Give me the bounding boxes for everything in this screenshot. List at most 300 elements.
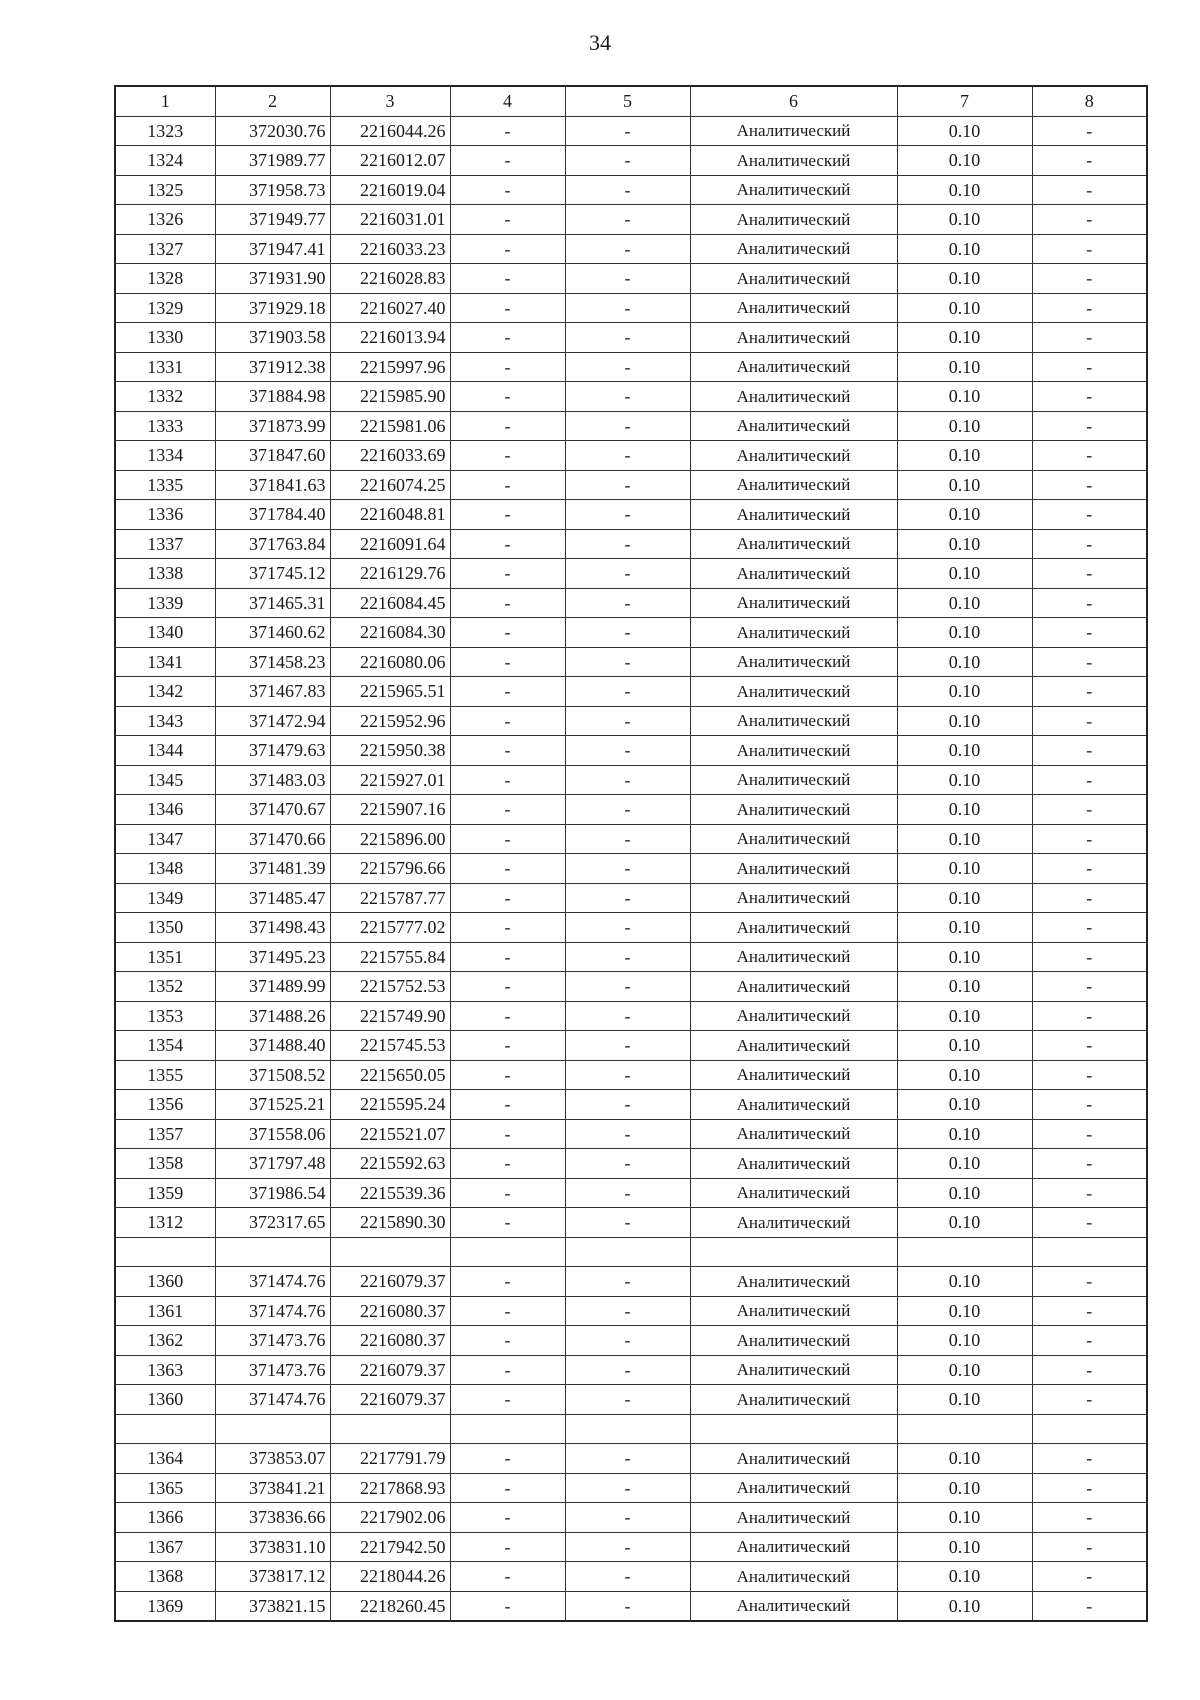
y-coordinate-cell: 2215965.51 <box>330 677 450 707</box>
accuracy-cell: 0.10 <box>897 588 1032 618</box>
table-row <box>115 1296 1147 1326</box>
column-5-cell: - <box>565 1385 690 1415</box>
column-4-cell: - <box>450 1355 565 1385</box>
column-4-cell: - <box>450 352 565 382</box>
column-5-cell: - <box>565 382 690 412</box>
method-cell: Аналитический <box>690 1149 897 1179</box>
x-coordinate-cell: 371472.94 <box>215 706 330 736</box>
point-number-cell: 1351 <box>115 942 215 972</box>
method-cell: Аналитический <box>690 677 897 707</box>
x-coordinate-cell: 373841.21 <box>215 1473 330 1503</box>
x-coordinate-cell: 371460.62 <box>215 618 330 648</box>
y-coordinate-cell: 2215752.53 <box>330 972 450 1002</box>
table-row <box>115 1326 1147 1356</box>
column-5-cell: - <box>565 1208 690 1238</box>
column-5-cell: - <box>565 1355 690 1385</box>
y-coordinate-cell: 2216079.37 <box>330 1267 450 1297</box>
accuracy-cell: 0.10 <box>897 1001 1032 1031</box>
accuracy-cell: 0.10 <box>897 913 1032 943</box>
column-4-cell: - <box>450 1296 565 1326</box>
accuracy-cell: 0.10 <box>897 411 1032 441</box>
x-coordinate-cell: 371465.31 <box>215 588 330 618</box>
point-number-cell: 1361 <box>115 1296 215 1326</box>
column-8-cell: - <box>1032 205 1147 235</box>
column-8-cell: - <box>1032 677 1147 707</box>
column-5-cell: - <box>565 677 690 707</box>
method-cell: Аналитический <box>690 1326 897 1356</box>
column-4-cell: - <box>450 913 565 943</box>
y-coordinate-cell <box>330 1414 450 1444</box>
column-8-cell: - <box>1032 913 1147 943</box>
method-cell <box>690 1414 897 1444</box>
column-header: 4 <box>450 86 565 116</box>
y-coordinate-cell: 2216074.25 <box>330 470 450 500</box>
point-number-cell: 1352 <box>115 972 215 1002</box>
column-8-cell: - <box>1032 500 1147 530</box>
column-4-cell: - <box>450 647 565 677</box>
column-header: 7 <box>897 86 1032 116</box>
method-cell: Аналитический <box>690 1178 897 1208</box>
table-row <box>115 1178 1147 1208</box>
column-5-cell: - <box>565 1473 690 1503</box>
column-5-cell: - <box>565 146 690 176</box>
point-number-cell: 1323 <box>115 116 215 146</box>
method-cell: Аналитический <box>690 293 897 323</box>
column-5-cell: - <box>565 1060 690 1090</box>
column-5-cell: - <box>565 441 690 471</box>
accuracy-cell: 0.10 <box>897 736 1032 766</box>
point-number-cell: 1358 <box>115 1149 215 1179</box>
accuracy-cell: 0.10 <box>897 441 1032 471</box>
accuracy-cell: 0.10 <box>897 972 1032 1002</box>
column-4-cell: - <box>450 382 565 412</box>
column-5-cell: - <box>565 1090 690 1120</box>
point-number-cell: 1354 <box>115 1031 215 1061</box>
x-coordinate-cell: 371470.66 <box>215 824 330 854</box>
page-number: 34 <box>589 30 611 55</box>
column-4-cell: - <box>450 205 565 235</box>
accuracy-cell: 0.10 <box>897 1178 1032 1208</box>
table-row <box>115 323 1147 353</box>
method-cell: Аналитический <box>690 618 897 648</box>
column-4-cell: - <box>450 264 565 294</box>
column-4-cell: - <box>450 470 565 500</box>
column-4-cell: - <box>450 1591 565 1621</box>
point-number-cell: 1329 <box>115 293 215 323</box>
column-4-cell: - <box>450 293 565 323</box>
table-row <box>115 913 1147 943</box>
column-4-cell: - <box>450 883 565 913</box>
column-5-cell: - <box>565 1532 690 1562</box>
method-cell: Аналитический <box>690 1296 897 1326</box>
method-cell: Аналитический <box>690 116 897 146</box>
column-5-cell: - <box>565 529 690 559</box>
accuracy-cell: 0.10 <box>897 1444 1032 1474</box>
accuracy-cell: 0.10 <box>897 706 1032 736</box>
column-8-cell: - <box>1032 1060 1147 1090</box>
method-cell: Аналитический <box>690 352 897 382</box>
point-number-cell: 1367 <box>115 1532 215 1562</box>
table-row <box>115 1149 1147 1179</box>
y-coordinate-cell: 2217942.50 <box>330 1532 450 1562</box>
column-8-cell: - <box>1032 1444 1147 1474</box>
table-row <box>115 942 1147 972</box>
accuracy-cell <box>897 1414 1032 1444</box>
method-cell: Аналитический <box>690 706 897 736</box>
method-cell: Аналитический <box>690 647 897 677</box>
column-8-cell: - <box>1032 1149 1147 1179</box>
y-coordinate-cell: 2217902.06 <box>330 1503 450 1533</box>
y-coordinate-cell: 2216033.69 <box>330 441 450 471</box>
table-row <box>115 883 1147 913</box>
column-8-cell: - <box>1032 1562 1147 1592</box>
point-number-cell: 1369 <box>115 1591 215 1621</box>
point-number-cell: 1325 <box>115 175 215 205</box>
column-5-cell: - <box>565 1149 690 1179</box>
accuracy-cell <box>897 1237 1032 1267</box>
column-4-cell: - <box>450 1031 565 1061</box>
method-cell: Аналитический <box>690 1385 897 1415</box>
column-5-cell: - <box>565 264 690 294</box>
x-coordinate-cell: 371784.40 <box>215 500 330 530</box>
point-number-cell: 1346 <box>115 795 215 825</box>
column-5-cell: - <box>565 1001 690 1031</box>
x-coordinate-cell: 373817.12 <box>215 1562 330 1592</box>
column-8-cell: - <box>1032 293 1147 323</box>
y-coordinate-cell: 2216012.07 <box>330 146 450 176</box>
point-number-cell: 1328 <box>115 264 215 294</box>
column-8-cell: - <box>1032 441 1147 471</box>
column-8-cell <box>1032 1414 1147 1444</box>
column-4-cell: - <box>450 411 565 441</box>
x-coordinate-cell: 371458.23 <box>215 647 330 677</box>
column-5-cell: - <box>565 942 690 972</box>
column-4-cell: - <box>450 1532 565 1562</box>
table-row <box>115 1001 1147 1031</box>
column-8-cell: - <box>1032 824 1147 854</box>
column-8-cell: - <box>1032 736 1147 766</box>
x-coordinate-cell: 373831.10 <box>215 1532 330 1562</box>
y-coordinate-cell: 2216079.37 <box>330 1385 450 1415</box>
method-cell: Аналитический <box>690 470 897 500</box>
point-number-cell: 1364 <box>115 1444 215 1474</box>
x-coordinate-cell: 371481.39 <box>215 854 330 884</box>
method-cell: Аналитический <box>690 854 897 884</box>
column-5-cell: - <box>565 116 690 146</box>
column-4-cell: - <box>450 1178 565 1208</box>
column-8-cell: - <box>1032 942 1147 972</box>
x-coordinate-cell: 371473.76 <box>215 1326 330 1356</box>
method-cell: Аналитический <box>690 500 897 530</box>
column-8-cell: - <box>1032 765 1147 795</box>
point-number-cell: 1340 <box>115 618 215 648</box>
column-8-cell: - <box>1032 1267 1147 1297</box>
table-row <box>115 559 1147 589</box>
y-coordinate-cell: 2215787.77 <box>330 883 450 913</box>
method-cell: Аналитический <box>690 824 897 854</box>
accuracy-cell: 0.10 <box>897 883 1032 913</box>
table-row <box>115 1473 1147 1503</box>
column-5-cell: - <box>565 1591 690 1621</box>
y-coordinate-cell: 2217791.79 <box>330 1444 450 1474</box>
accuracy-cell: 0.10 <box>897 205 1032 235</box>
y-coordinate-cell: 2215745.53 <box>330 1031 450 1061</box>
column-8-cell: - <box>1032 1119 1147 1149</box>
accuracy-cell: 0.10 <box>897 1060 1032 1090</box>
column-header: 1 <box>115 86 215 116</box>
y-coordinate-cell: 2216080.37 <box>330 1326 450 1356</box>
y-coordinate-cell: 2216079.37 <box>330 1355 450 1385</box>
column-5-cell: - <box>565 293 690 323</box>
point-number-cell: 1312 <box>115 1208 215 1238</box>
column-8-cell: - <box>1032 647 1147 677</box>
column-8-cell: - <box>1032 1503 1147 1533</box>
point-number-cell: 1326 <box>115 205 215 235</box>
y-coordinate-cell: 2215592.63 <box>330 1149 450 1179</box>
x-coordinate-cell: 371986.54 <box>215 1178 330 1208</box>
method-cell: Аналитический <box>690 588 897 618</box>
table-row <box>115 736 1147 766</box>
y-coordinate-cell: 2216019.04 <box>330 175 450 205</box>
table-row <box>115 500 1147 530</box>
column-4-cell <box>450 1237 565 1267</box>
table-row <box>115 411 1147 441</box>
column-5-cell: - <box>565 1178 690 1208</box>
table-row <box>115 264 1147 294</box>
column-4-cell: - <box>450 146 565 176</box>
point-number-cell: 1355 <box>115 1060 215 1090</box>
y-coordinate-cell: 2218044.26 <box>330 1562 450 1592</box>
point-number-cell: 1359 <box>115 1178 215 1208</box>
y-coordinate-cell: 2216033.23 <box>330 234 450 264</box>
column-5-cell: - <box>565 323 690 353</box>
accuracy-cell: 0.10 <box>897 146 1032 176</box>
x-coordinate-cell: 371488.26 <box>215 1001 330 1031</box>
column-8-cell: - <box>1032 116 1147 146</box>
accuracy-cell: 0.10 <box>897 559 1032 589</box>
column-8-cell: - <box>1032 618 1147 648</box>
x-coordinate-cell: 371949.77 <box>215 205 330 235</box>
point-number-cell: 1338 <box>115 559 215 589</box>
column-8-cell: - <box>1032 175 1147 205</box>
point-number-cell: 1345 <box>115 765 215 795</box>
point-number-cell: 1347 <box>115 824 215 854</box>
column-8-cell: - <box>1032 1591 1147 1621</box>
x-coordinate-cell: 371558.06 <box>215 1119 330 1149</box>
coordinates-table <box>114 85 1148 1622</box>
point-number-cell: 1330 <box>115 323 215 353</box>
method-cell: Аналитический <box>690 1001 897 1031</box>
x-coordinate-cell: 371470.67 <box>215 795 330 825</box>
table-row-blank <box>115 1414 1147 1444</box>
method-cell: Аналитический <box>690 1562 897 1592</box>
column-4-cell: - <box>450 323 565 353</box>
point-number-cell: 1339 <box>115 588 215 618</box>
point-number-cell: 1349 <box>115 883 215 913</box>
accuracy-cell: 0.10 <box>897 677 1032 707</box>
method-cell: Аналитический <box>690 411 897 441</box>
method-cell: Аналитический <box>690 529 897 559</box>
point-number-cell: 1350 <box>115 913 215 943</box>
x-coordinate-cell: 371884.98 <box>215 382 330 412</box>
accuracy-cell: 0.10 <box>897 234 1032 264</box>
table-row <box>115 972 1147 1002</box>
y-coordinate-cell: 2215890.30 <box>330 1208 450 1238</box>
point-number-cell: 1360 <box>115 1267 215 1297</box>
x-coordinate-cell: 371485.47 <box>215 883 330 913</box>
point-number-cell <box>115 1237 215 1267</box>
method-cell: Аналитический <box>690 765 897 795</box>
column-5-cell: - <box>565 470 690 500</box>
method-cell: Аналитический <box>690 795 897 825</box>
point-number-cell: 1343 <box>115 706 215 736</box>
column-5-cell: - <box>565 234 690 264</box>
accuracy-cell: 0.10 <box>897 1149 1032 1179</box>
accuracy-cell: 0.10 <box>897 1208 1032 1238</box>
accuracy-cell: 0.10 <box>897 116 1032 146</box>
table-row <box>115 175 1147 205</box>
column-8-cell: - <box>1032 1178 1147 1208</box>
method-cell: Аналитический <box>690 913 897 943</box>
method-cell <box>690 1237 897 1267</box>
column-4-cell: - <box>450 736 565 766</box>
point-number-cell: 1331 <box>115 352 215 382</box>
column-8-cell: - <box>1032 411 1147 441</box>
accuracy-cell: 0.10 <box>897 618 1032 648</box>
column-8-cell: - <box>1032 559 1147 589</box>
column-header: 6 <box>690 86 897 116</box>
table-row <box>115 293 1147 323</box>
point-number-cell: 1365 <box>115 1473 215 1503</box>
column-4-cell: - <box>450 677 565 707</box>
method-cell: Аналитический <box>690 736 897 766</box>
column-4-cell: - <box>450 1444 565 1474</box>
method-cell: Аналитический <box>690 175 897 205</box>
y-coordinate-cell: 2216013.94 <box>330 323 450 353</box>
column-4-cell: - <box>450 1473 565 1503</box>
point-number-cell: 1363 <box>115 1355 215 1385</box>
point-number-cell: 1368 <box>115 1562 215 1592</box>
column-4-cell: - <box>450 1208 565 1238</box>
x-coordinate-cell: 371958.73 <box>215 175 330 205</box>
table-row <box>115 1444 1147 1474</box>
method-cell: Аналитический <box>690 1090 897 1120</box>
y-coordinate-cell: 2215650.05 <box>330 1060 450 1090</box>
y-coordinate-cell: 2216031.01 <box>330 205 450 235</box>
table-row <box>115 1385 1147 1415</box>
column-8-cell: - <box>1032 470 1147 500</box>
column-8-cell: - <box>1032 1296 1147 1326</box>
point-number-cell: 1335 <box>115 470 215 500</box>
table-row <box>115 205 1147 235</box>
y-coordinate-cell: 2215755.84 <box>330 942 450 972</box>
table-row <box>115 618 1147 648</box>
table-row <box>115 1060 1147 1090</box>
y-coordinate-cell: 2216048.81 <box>330 500 450 530</box>
x-coordinate-cell: 371912.38 <box>215 352 330 382</box>
column-4-cell: - <box>450 765 565 795</box>
column-8-cell: - <box>1032 146 1147 176</box>
column-8-cell: - <box>1032 1385 1147 1415</box>
method-cell: Аналитический <box>690 1267 897 1297</box>
column-4-cell: - <box>450 1562 565 1592</box>
point-number-cell: 1342 <box>115 677 215 707</box>
accuracy-cell: 0.10 <box>897 854 1032 884</box>
column-5-cell: - <box>565 175 690 205</box>
column-8-cell: - <box>1032 1355 1147 1385</box>
column-8-cell: - <box>1032 323 1147 353</box>
x-coordinate-cell: 372317.65 <box>215 1208 330 1238</box>
column-header: 2 <box>215 86 330 116</box>
point-number-cell: 1337 <box>115 529 215 559</box>
table-row <box>115 352 1147 382</box>
accuracy-cell: 0.10 <box>897 824 1032 854</box>
column-4-cell: - <box>450 441 565 471</box>
column-4-cell: - <box>450 942 565 972</box>
column-5-cell: - <box>565 1267 690 1297</box>
point-number-cell: 1362 <box>115 1326 215 1356</box>
accuracy-cell: 0.10 <box>897 1326 1032 1356</box>
method-cell: Аналитический <box>690 559 897 589</box>
column-5-cell: - <box>565 883 690 913</box>
column-8-cell: - <box>1032 352 1147 382</box>
column-8-cell: - <box>1032 382 1147 412</box>
y-coordinate-cell: 2215777.02 <box>330 913 450 943</box>
x-coordinate-cell: 371989.77 <box>215 146 330 176</box>
accuracy-cell: 0.10 <box>897 500 1032 530</box>
table-row <box>115 1503 1147 1533</box>
column-5-cell: - <box>565 618 690 648</box>
x-coordinate-cell: 371797.48 <box>215 1149 330 1179</box>
x-coordinate-cell: 371495.23 <box>215 942 330 972</box>
column-5-cell: - <box>565 1031 690 1061</box>
table-row <box>115 795 1147 825</box>
point-number-cell: 1366 <box>115 1503 215 1533</box>
column-8-cell: - <box>1032 706 1147 736</box>
method-cell: Аналитический <box>690 883 897 913</box>
method-cell: Аналитический <box>690 382 897 412</box>
table-row <box>115 677 1147 707</box>
point-number-cell: 1334 <box>115 441 215 471</box>
x-coordinate-cell <box>215 1237 330 1267</box>
accuracy-cell: 0.10 <box>897 293 1032 323</box>
method-cell: Аналитический <box>690 942 897 972</box>
y-coordinate-cell: 2216129.76 <box>330 559 450 589</box>
table-row <box>115 854 1147 884</box>
accuracy-cell: 0.10 <box>897 1267 1032 1297</box>
table-row <box>115 824 1147 854</box>
point-number-cell: 1348 <box>115 854 215 884</box>
x-coordinate-cell: 371474.76 <box>215 1296 330 1326</box>
x-coordinate-cell: 371525.21 <box>215 1090 330 1120</box>
y-coordinate-cell: 2215950.38 <box>330 736 450 766</box>
x-coordinate-cell: 371479.63 <box>215 736 330 766</box>
x-coordinate-cell: 371474.76 <box>215 1267 330 1297</box>
table-header <box>115 86 1147 116</box>
accuracy-cell: 0.10 <box>897 1562 1032 1592</box>
column-8-cell: - <box>1032 1326 1147 1356</box>
method-cell: Аналитический <box>690 264 897 294</box>
y-coordinate-cell: 2215521.07 <box>330 1119 450 1149</box>
y-coordinate-cell: 2215896.00 <box>330 824 450 854</box>
y-coordinate-cell <box>330 1237 450 1267</box>
x-coordinate-cell: 371508.52 <box>215 1060 330 1090</box>
y-coordinate-cell: 2215952.96 <box>330 706 450 736</box>
accuracy-cell: 0.10 <box>897 942 1032 972</box>
column-5-cell: - <box>565 765 690 795</box>
y-coordinate-cell: 2217868.93 <box>330 1473 450 1503</box>
column-8-cell: - <box>1032 588 1147 618</box>
